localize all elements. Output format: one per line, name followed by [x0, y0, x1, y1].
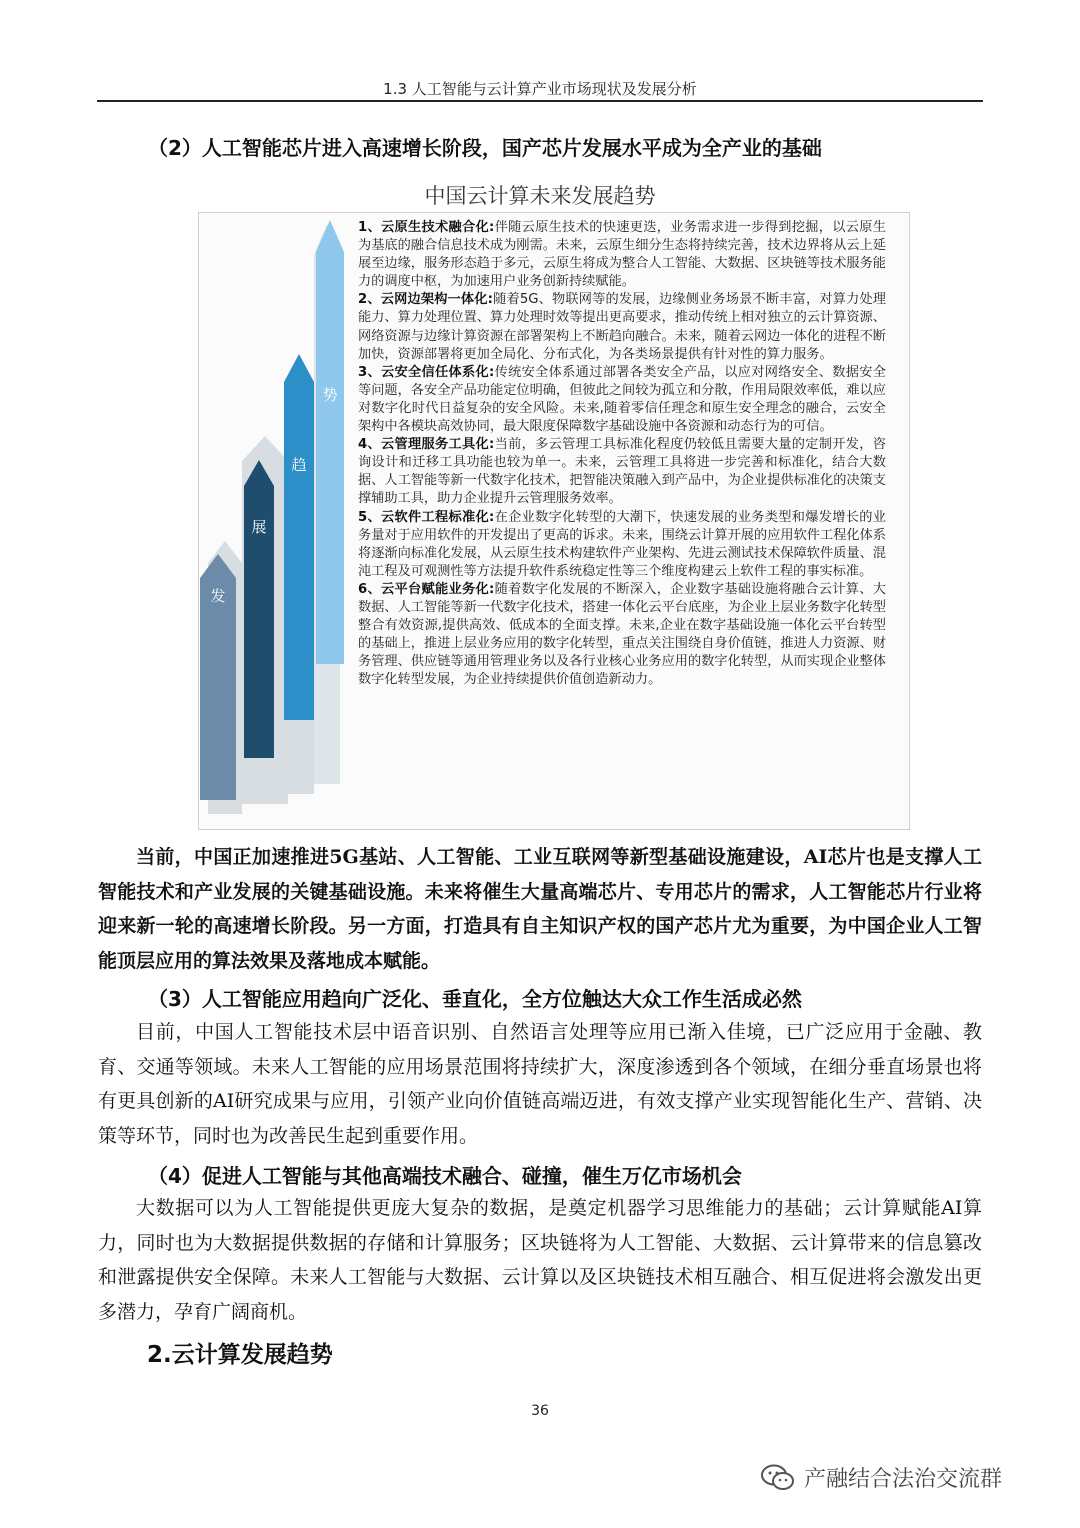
header-rule — [97, 100, 983, 102]
arrow-label-shi: 势 — [322, 386, 338, 404]
trend-item — [358, 509, 886, 581]
body-paragraph-chips: 当前，中国正加速推进5G基站、人工智能、工业互联网等新型基础设施建设，AI芯片也是支撑人工智能技术和产业发展的关键基础设施。未来将催生大量高端芯片、专用芯片的需求，人工智能芯片行业将迎来新一轮的高速增长阶段。另一方面，打造具有自主知识产权的国产芯片尤为重要，为中国企业人工智能顶层应用的算法效果及落地成本赋能。 — [98, 846, 982, 972]
trend-item-text: 随着数字化发展的不断深入，企业数字基础设施将融合云计算、大数据、人工智能等新一代数字化技术，搭建一体化云平台底座，为企业上层业务数字化转型整合有效资源,提供高效、低成本的全面支撑。未来,企业在数字基础设施一体化云平台转型的基础上，推进上层业务应用的数字化转型，重点关注围绕自身价值链，推进人力资源、财务管理、供应链等通用管理业务以及各行业核心业务应用的数字化转型，从而实现企业整体数字化转型发展，为企业持续提供价值创造新动力。 — [358, 581, 886, 688]
arrow-zhan — [244, 460, 274, 758]
subheading-2: （2）人工智能芯片进入高速增长阶段，国产芯片发展水平成为全产业的基础 — [148, 136, 822, 160]
wechat-icon — [760, 1463, 796, 1493]
trend-item — [358, 291, 886, 363]
section-heading: 2.云计算发展趋势 — [147, 1342, 333, 1368]
trend-item — [358, 581, 886, 690]
arrow-label-fa: 发 — [210, 587, 226, 605]
trend-arrows-graphic — [196, 214, 356, 826]
trend-item-title: 2、云网边架构一体化: — [358, 292, 493, 308]
running-header: 1.3 人工智能与云计算产业市场现状及发展分析 — [383, 80, 697, 98]
trend-list — [358, 219, 886, 689]
figure-title: 中国云计算未来发展趋势 — [424, 184, 656, 208]
arrow-label-zhan: 展 — [251, 518, 267, 536]
subheading-4: （4）促进人工智能与其他高端技术融合、碰撞，催生万亿市场机会 — [148, 1164, 742, 1188]
trend-item-title: 5、云软件工程标准化: — [358, 509, 495, 525]
trend-item-title: 4、云管理服务工具化: — [358, 437, 495, 453]
arrow-label-qu: 趋 — [291, 456, 307, 474]
body-paragraph-applications: 目前，中国人工智能技术层中语音识别、自然语言处理等应用已渐入佳境，已广泛应用于金融、教育、交通等领域。未来人工智能的应用场景范围将持续扩大，深度渗透到各个领域，在细分垂直场景也将有更具创新的AI研究成果与应用，引领产业向价值链高端迈进，有效支撑产业实现智能化生产、营销、决策等环节，同时也为改善民生起到重要作用。 — [98, 1021, 982, 1147]
watermark-text: 产融结合法治交流群 — [804, 1467, 1003, 1492]
arrow-qu — [284, 354, 314, 720]
body-paragraph-convergence: 大数据可以为人工智能提供更庞大复杂的数据，是奠定机器学习思维能力的基础；云计算赋能AI算力，同时也为大数据提供数据的存储和计算服务；区块链将为人工智能、大数据、云计算带来的信息篡改和泄露提供安全保障。未来人工智能与大数据、云计算以及区块链技术相互融合、相互促进将会激发出更多潜力，孕育广阔商机。 — [98, 1197, 982, 1323]
trend-item-text: 随着5G、物联网等的发展，边缘侧业务场景不断丰富，对算力处理能力、算力处理位置、算力处理时效等提出更高要求，推动传统上相对独立的云计算资源、网络资源与边缘计算资源在部署架构上不断趋向融合。未来，随着云网边一体化的进程不断加快，资源部署将更加全局化、分布式化，为各类场景提供有针对性的算力服务。 — [358, 292, 886, 362]
trend-item-text: 伴随云原生技术的快速更迭，业务需求进一步得到挖掘，以云原生为基底的融合信息技术成为刚需。未来，云原生细分生态将持续完善，技术边界将从云上延展至边缘，服务形态趋于多元，云原生将成为整合人工智能、大数据、区块链等技术服务能力的调度中枢，为加速用户业务创新持续赋能。 — [358, 220, 886, 290]
trend-item — [358, 436, 886, 508]
trend-item-title: 6、云平台赋能业务化: — [358, 581, 495, 597]
trend-item-text: 在企业数字化转型的大潮下，快速发展的业务类型和爆发增长的业务量对于应用软件的开发提出了更高的诉求。未来，围绕云计算开展的应用软件工程化体系将逐渐向标准化发展，从云原生技术构建软件产业架构、先进云测试技术保障软件质量、混沌工程及可观测性等方法提升软件系统稳定性等三个维度构建云上软件工程的事实标准。 — [358, 509, 886, 579]
watermark — [760, 1462, 1002, 1493]
trend-item-title: 1、云原生技术融合化: — [358, 220, 495, 235]
trend-item-title: 3、云安全信任体系化: — [358, 364, 495, 380]
trend-item — [358, 219, 886, 291]
arrow-shi — [316, 220, 344, 664]
trend-item — [358, 364, 886, 436]
subheading-3: （3）人工智能应用趋向广泛化、垂直化，全方位触达大众工作生活成必然 — [148, 987, 802, 1011]
trend-item-text: 传统安全体系通过部署各类安全产品，以应对网络安全、数据安全等问题，各安全产品功能定位明确，但彼此之间较为孤立和分散，作用局限效率低，难以应对数字化时代日益复杂的安全风险。未来,随着零信任理念和原生安全理念的融合，云安全架构中各模块高效协同，最大限度保障数字基础设施中各资源和动态行为的可信。 — [358, 364, 886, 435]
trend-item-text: 当前，多云管理工具标准化程度仍较低且需要大量的定制开发，咨询设计和迁移工具功能也较为单一。未来，云管理工具将进一步完善和标准化，结合大数据、人工智能等新一代数字化技术，把智能决策融入到产品中，为企业提供标准化的决策支撑辅助工具，助力企业提升云管理服务效率。 — [358, 437, 886, 507]
page-number: 36 — [531, 1403, 549, 1419]
